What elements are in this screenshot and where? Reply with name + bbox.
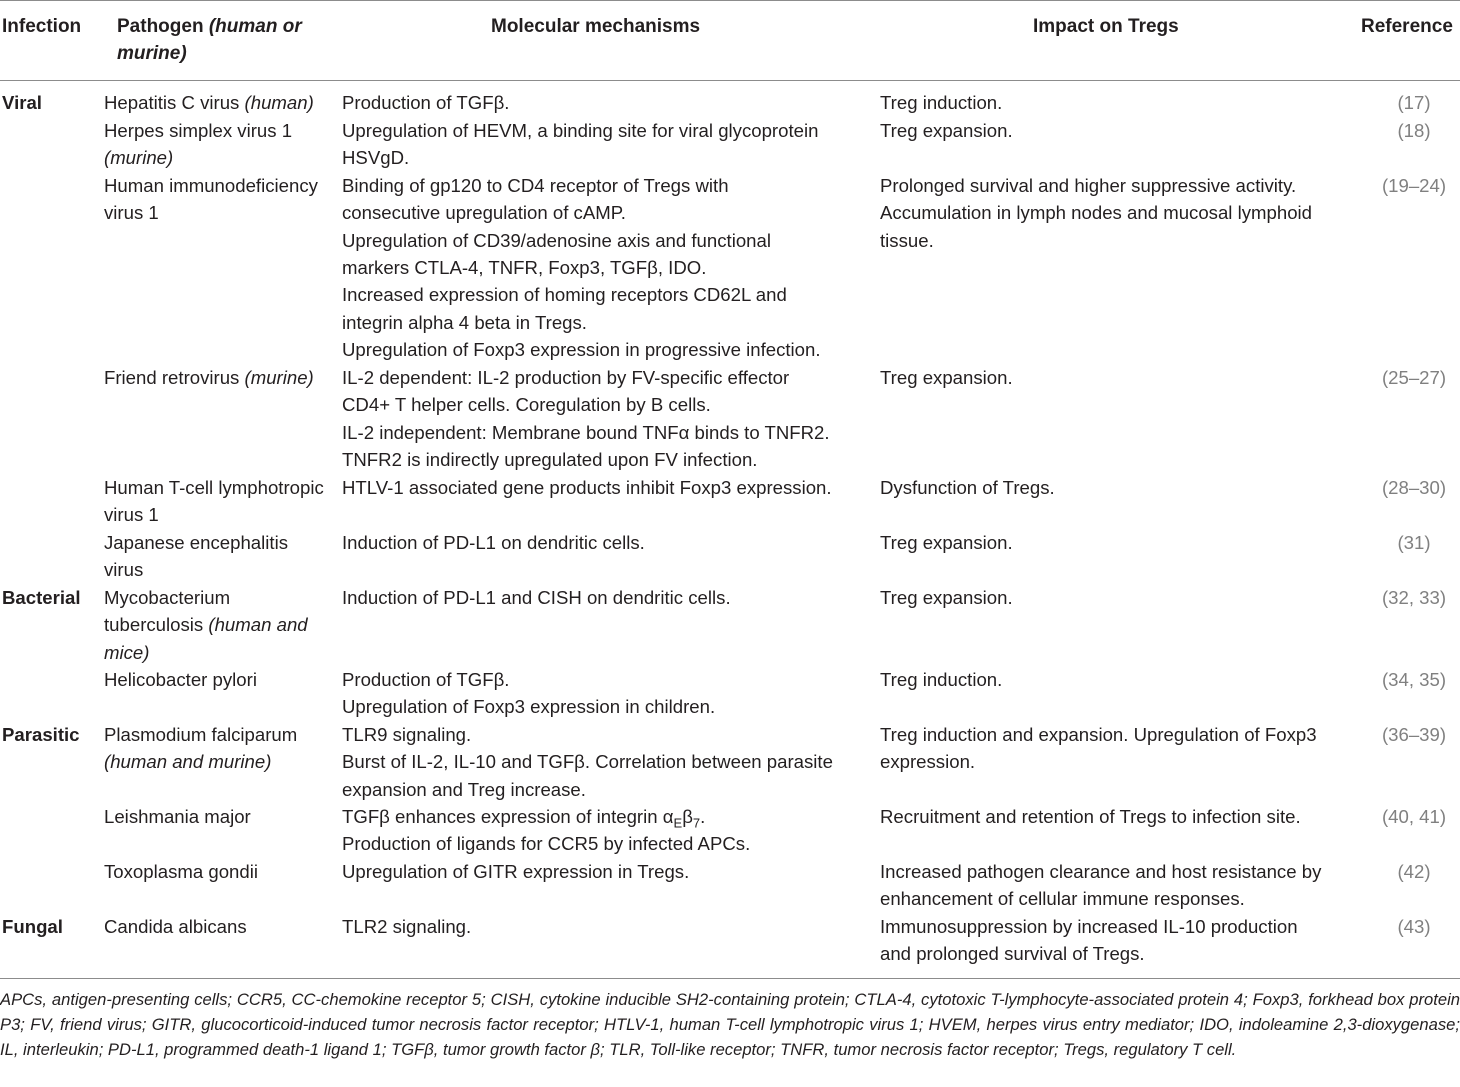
impact-line: Accumulation in lymph nodes and mucosal lymphoid xyxy=(880,202,1313,224)
mechanism-line: CD4+ T helper cells. Coregulation by B cells. xyxy=(342,394,711,416)
pathogen-cell xyxy=(104,474,332,529)
mechanism-line: HSVgD. xyxy=(342,147,410,169)
infection-category: Viral xyxy=(2,92,42,113)
mechanism-line: TLR9 signaling. xyxy=(342,724,472,745)
impact-line: Treg expansion. xyxy=(880,367,1013,388)
pathogen-name: Plasmodium falciparum xyxy=(104,724,298,745)
mechanism-line: TNFR2 is indirectly upregulated upon FV infection. xyxy=(342,448,758,470)
mechanism-line: IL-2 dependent: IL-2 production by FV-specific effector xyxy=(342,367,790,388)
pathogen-name: Human T-cell lymphotropic virus 1 xyxy=(104,477,324,526)
mechanism-line: TLR2 signaling. xyxy=(342,916,472,937)
header-pathogen xyxy=(117,13,337,67)
reference-cell: (43) xyxy=(1397,916,1431,937)
reference-cell: (42) xyxy=(1397,861,1431,882)
impact-line: Immunosuppression by increased IL-10 production xyxy=(880,916,1298,937)
impact-line: Prolonged survival and higher suppressive activity. xyxy=(880,175,1297,196)
reference-cell: (32, 33) xyxy=(1381,587,1447,608)
table-bottom-rule xyxy=(0,978,1460,979)
mechanism-line: Production of TGFβ. xyxy=(342,92,510,113)
pathogen-name: Candida albicans xyxy=(104,916,247,937)
reference-cell: (36–39) xyxy=(1381,724,1447,745)
mechanism-line: Upregulation of Foxp3 expression in children. xyxy=(342,696,716,718)
impact-line: Dysfunction of Tregs. xyxy=(880,477,1055,498)
impact-line: Treg induction. xyxy=(880,669,1003,690)
impact-line: tissue. xyxy=(880,229,934,251)
impact-line: Treg induction and expansion. Upregulation of Foxp3 xyxy=(880,724,1317,745)
pathogen-name: Herpes simplex virus 1 xyxy=(104,120,293,141)
pathogen-name: Toxoplasma gondii xyxy=(104,861,259,882)
table-top-rule xyxy=(0,0,1460,1)
mechanism-line: consecutive upregulation of cAMP. xyxy=(342,202,626,224)
pathogen-cell xyxy=(104,858,332,885)
impact-line: Treg induction. xyxy=(880,92,1003,113)
mechanism-line: Burst of IL-2, IL-10 and TGFβ. Correlation between parasite xyxy=(342,751,833,773)
mechanism-line: Upregulation of CD39/adenosine axis and functional xyxy=(342,229,771,251)
infection-category: Parasitic xyxy=(2,724,80,745)
pathogen-cell xyxy=(104,913,332,940)
reference-cell: (17) xyxy=(1397,92,1431,113)
reference-cell: (25–27) xyxy=(1381,367,1447,388)
mechanism-line: IL-2 independent: Membrane bound TNFα binds to TNFR2. xyxy=(342,421,830,443)
pathogen-cell xyxy=(104,364,332,391)
mechanism-line: integrin alpha 4 beta in Tregs. xyxy=(342,311,587,333)
pathogen-cell xyxy=(104,117,332,172)
impact-line: Treg expansion. xyxy=(880,587,1013,608)
reference-cell: (31) xyxy=(1397,532,1431,553)
pathogen-cell xyxy=(104,803,332,830)
mechanism-line: Production of ligands for CCR5 by infected APCs. xyxy=(342,833,751,855)
pathogen-name: Mycobacterium tuberculosis xyxy=(104,587,231,636)
pathogen-name: Friend retrovirus xyxy=(104,367,240,388)
pathogen-host-note: (human) xyxy=(244,92,314,113)
header-infection: Infection xyxy=(2,16,82,37)
pathogen-cell xyxy=(104,89,332,116)
pathogen-name: Japanese encephalitis virus xyxy=(104,532,289,581)
pathogen-cell xyxy=(104,666,332,693)
impact-line: enhancement of cellular immune responses. xyxy=(880,888,1245,910)
header-impact: Impact on Tregs xyxy=(1033,16,1179,37)
impact-line: expression. xyxy=(880,751,976,773)
pathogen-cell xyxy=(104,721,332,776)
header-rule xyxy=(0,80,1460,81)
impact-line: Treg expansion. xyxy=(880,532,1013,553)
mechanism-line: Upregulation of HEVM, a binding site for viral glycoprotein xyxy=(342,120,819,141)
pathogen-name: Helicobacter pylori xyxy=(104,669,257,690)
pathogen-cell xyxy=(104,529,332,584)
header-pathogen-label: Pathogen xyxy=(117,16,204,37)
impact-line: and prolonged survival of Tregs. xyxy=(880,943,1145,965)
reference-cell: (34, 35) xyxy=(1381,669,1447,690)
pathogen-name: Leishmania major xyxy=(104,806,251,827)
impact-line: Recruitment and retention of Tregs to infection site. xyxy=(880,806,1301,827)
impact-line: Treg expansion. xyxy=(880,120,1013,141)
pathogen-cell xyxy=(104,584,332,666)
reference-cell: (19–24) xyxy=(1381,175,1447,196)
reference-cell: (28–30) xyxy=(1381,477,1447,498)
header-reference: Reference xyxy=(1361,16,1453,37)
pathogen-cell xyxy=(104,172,332,227)
mechanism-line: HTLV-1 associated gene products inhibit Foxp3 expression. xyxy=(342,477,832,498)
mechanism-line: markers CTLA-4, TNFR, Foxp3, TGFβ, IDO. xyxy=(342,256,707,278)
mechanism-line: Induction of PD-L1 on dendritic cells. xyxy=(342,532,645,553)
infection-category: Bacterial xyxy=(2,587,81,608)
header-mechanisms: Molecular mechanisms xyxy=(491,16,701,37)
impact-line: Increased pathogen clearance and host resistance by xyxy=(880,861,1322,882)
mechanism-line: Upregulation of Foxp3 expression in progressive infection. xyxy=(342,338,821,360)
pathogen-host-note: (human and mice) xyxy=(104,614,308,663)
mechanism-line: expansion and Treg increase. xyxy=(342,778,586,800)
infection-category: Fungal xyxy=(2,916,63,937)
mechanism-line: Upregulation of GITR expression in Tregs. xyxy=(342,861,690,882)
header-pathogen-note: (human or murine) xyxy=(117,16,302,64)
mechanism-line: Production of TGFβ. xyxy=(342,669,510,690)
table-footnote: APCs, antigen-presenting cells; CCR5, CC-chemokine receptor 5; CISH, cytokine inducible SH2-containing protein; CTLA-4, cytotoxic T-lymphocyte-associated protein 4; Foxp3, forkhead box protein P3; FV, friend virus; GITR, glucocorticoid-induced tumor necrosis factor receptor; HTLV-1, human T-cell lymphotropic virus 1; HVEM, herpes virus entry mediator; IDO, indoleamine 2,3-dioxygenase; IL, interleukin; PD-L1, programmed death-1 ligand 1; TGFβ, tumor growth factor β; TLR, Toll-like receptor; TNFR, tumor necrosis factor receptor; Tregs, regulatory T cell. xyxy=(0,990,1460,1059)
reference-cell: (18) xyxy=(1397,120,1431,141)
pathogen-name: Hepatitis C virus xyxy=(104,92,240,113)
pathogen-host-note: (human and murine) xyxy=(104,751,272,773)
mechanism-line: TGFβ enhances expression of integrin $\alpha_E\beta_7$. xyxy=(342,806,706,831)
pathogen-host-note: (murine) xyxy=(104,147,174,169)
mechanism-line: Increased expression of homing receptors CD62L and xyxy=(342,284,787,306)
reference-cell: (40, 41) xyxy=(1381,806,1447,827)
pathogen-name: Human immunodeficiency virus 1 xyxy=(104,175,318,224)
pathogen-host-note: (murine) xyxy=(244,367,314,388)
mechanism-line: Induction of PD-L1 and CISH on dendritic cells. xyxy=(342,587,731,608)
mechanism-line: Binding of gp120 to CD4 receptor of Tregs with xyxy=(342,175,729,196)
